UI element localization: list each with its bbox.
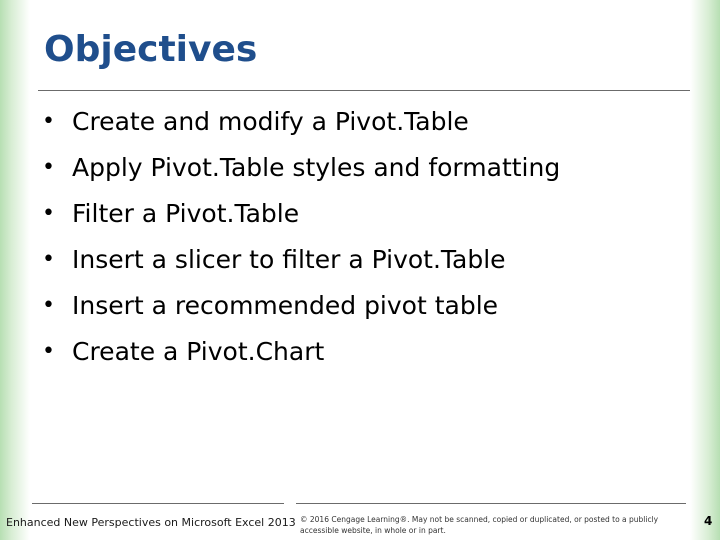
list-item: [42, 328, 560, 374]
list-item: [42, 144, 560, 190]
bullet-icon: •: [42, 338, 55, 364]
slide-number: 4: [704, 514, 713, 528]
list-item: [42, 190, 560, 236]
bullet-icon: •: [42, 200, 55, 226]
list-item-text: Insert a slicer to filter a Pivot.Table: [72, 244, 506, 274]
title-divider: [38, 90, 690, 91]
list-item-text: Insert a recommended pivot table: [72, 290, 499, 320]
objectives-list: [42, 98, 560, 374]
list-item: [42, 98, 560, 144]
list-item: [42, 282, 560, 328]
right-edge-decoration: [690, 0, 720, 540]
list-item: [42, 236, 560, 282]
list-item-text: Create and modify a Pivot.Table: [72, 106, 469, 136]
footer-book-title: Enhanced New Perspectives on Microsoft Excel 2013: [6, 516, 296, 529]
footer-divider-right: [296, 503, 686, 504]
footer-copyright: © 2016 Cengage Learning®. May not be scanned, copied or duplicated, or posted to a publicly accessible website, in whole or in part.: [300, 515, 659, 535]
list-item-text: Filter a Pivot.Table: [72, 198, 300, 228]
footer-divider-left: [32, 503, 284, 504]
list-item-text: Create a Pivot.Chart: [72, 336, 325, 366]
bullet-icon: •: [42, 108, 55, 134]
bullet-icon: •: [42, 246, 55, 272]
list-item-text: Apply Pivot.Table styles and formatting: [72, 152, 561, 182]
left-edge-decoration: [0, 0, 30, 540]
slide-title: Objectives: [44, 29, 258, 70]
bullet-icon: •: [42, 292, 55, 318]
bullet-icon: •: [42, 154, 55, 180]
